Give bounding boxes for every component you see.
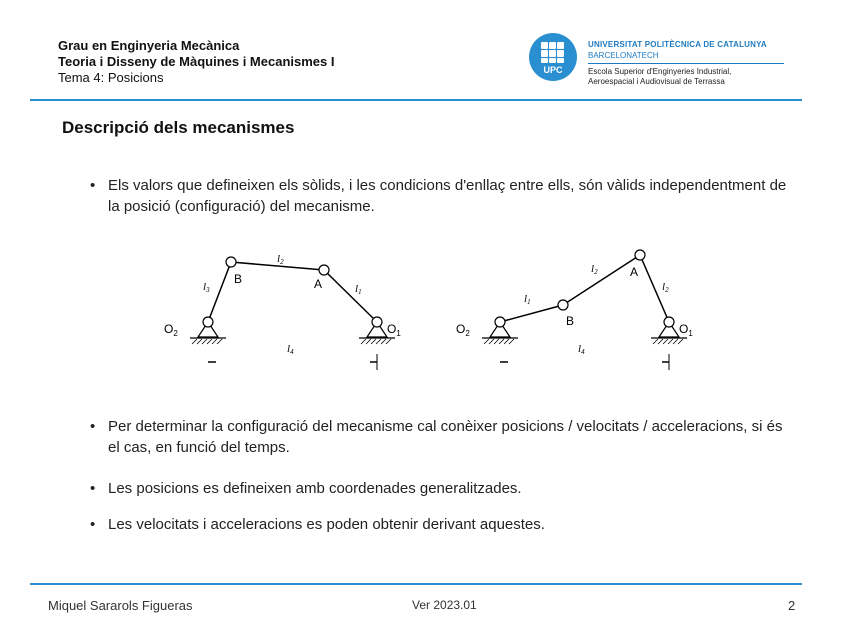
- left-ground-o2: [190, 317, 226, 338]
- hatch-o2-right: [484, 339, 514, 344]
- footer-version: Ver 2023.01: [412, 598, 477, 612]
- bullet-text: Les velocitats i acceleracions es poden obtenir derivant aquestes.: [108, 516, 545, 533]
- link-right-1: [500, 305, 563, 322]
- label-link2-right: l2: [591, 263, 598, 276]
- bullet-marker: •: [90, 418, 96, 435]
- bullet-text: Els valors que defineixen els sòlids, i les condicions d'enllaç entre ells, són vàlids independentment de la posició (configuració) del mecanisme.: [108, 177, 787, 215]
- logo-text: UPC: [543, 65, 563, 75]
- right-ground-o2: [482, 317, 518, 338]
- hatch-o2-left: [192, 339, 222, 344]
- school-name-line1: Escola Superior d'Enginyeries Industrial,: [588, 67, 732, 76]
- upc-logo: [529, 33, 577, 81]
- label-l4-left: l4: [287, 343, 294, 356]
- page-number: 2: [788, 598, 796, 613]
- label-l1-left: l1: [355, 283, 362, 296]
- bullet-text: Les posicions es defineixen amb coordenades generalitzades.: [108, 480, 522, 497]
- label-link1-right: l1: [524, 293, 531, 306]
- label-a-left: A: [314, 277, 323, 291]
- slide-title: Descripció dels mecanismes: [62, 118, 295, 137]
- label-o1-left: $O_1$: [387, 322, 401, 338]
- link-l3: [208, 262, 231, 322]
- footer-author: Miquel Sararols Figueras: [48, 598, 193, 613]
- course-name: Grau en Enginyeria Mecànica: [58, 38, 240, 53]
- hatch-o1-left: [361, 339, 391, 344]
- label-b-left: B: [234, 272, 243, 286]
- joint-a-right: [635, 250, 645, 260]
- university-city: BARCELONATECH: [588, 51, 659, 60]
- left-mechanism: [208, 262, 377, 322]
- label-o2-left: $O_2$: [164, 322, 178, 338]
- label-link3-right: l2: [662, 281, 669, 294]
- logo-divider: [588, 63, 784, 64]
- footer-divider: [30, 583, 802, 585]
- bullet-marker: •: [90, 480, 96, 497]
- label-l2-left: l2: [277, 253, 284, 266]
- bullet-item: [90, 175, 788, 217]
- bullet-marker: •: [90, 177, 96, 194]
- university-name: UNIVERSITAT POLITÈCNICA DE CATALUNYA: [588, 40, 767, 49]
- label-o1-right: $O_1$: [679, 322, 693, 338]
- four-bar-linkage-diagram: [150, 238, 710, 378]
- link-l1: [324, 270, 377, 322]
- joint-b-left: [226, 257, 236, 267]
- link-right-2: [563, 255, 640, 305]
- bullet-marker: •: [90, 516, 96, 533]
- bullet-text: Per determinar la configuració del mecanisme cal conèixer posicions / velocitats / acceleracions, si és el cas, en funció del temps.: [108, 418, 783, 456]
- joint-b-right: [558, 300, 568, 310]
- bullet-item: [90, 478, 788, 499]
- bullet-item: [90, 416, 788, 458]
- header-divider: [30, 99, 802, 101]
- right-mechanism: [500, 255, 669, 322]
- label-o2-right: $O_2$: [456, 322, 470, 338]
- subject-name: Teoria i Disseny de Màquines i Mecanismes I: [58, 54, 335, 69]
- bullet-item: [90, 514, 788, 535]
- joint-a-left: [319, 265, 329, 275]
- label-l4-right: l4: [578, 343, 585, 356]
- school-name-line2: Aeroespacial i Audiovisual de Terrassa: [588, 77, 725, 86]
- topic-name: Tema 4: Posicions: [58, 70, 164, 85]
- hatch-o1-right: [653, 339, 683, 344]
- label-b-right: B: [566, 314, 575, 328]
- label-a-right: A: [630, 265, 639, 279]
- label-l3-left: l3: [203, 281, 210, 294]
